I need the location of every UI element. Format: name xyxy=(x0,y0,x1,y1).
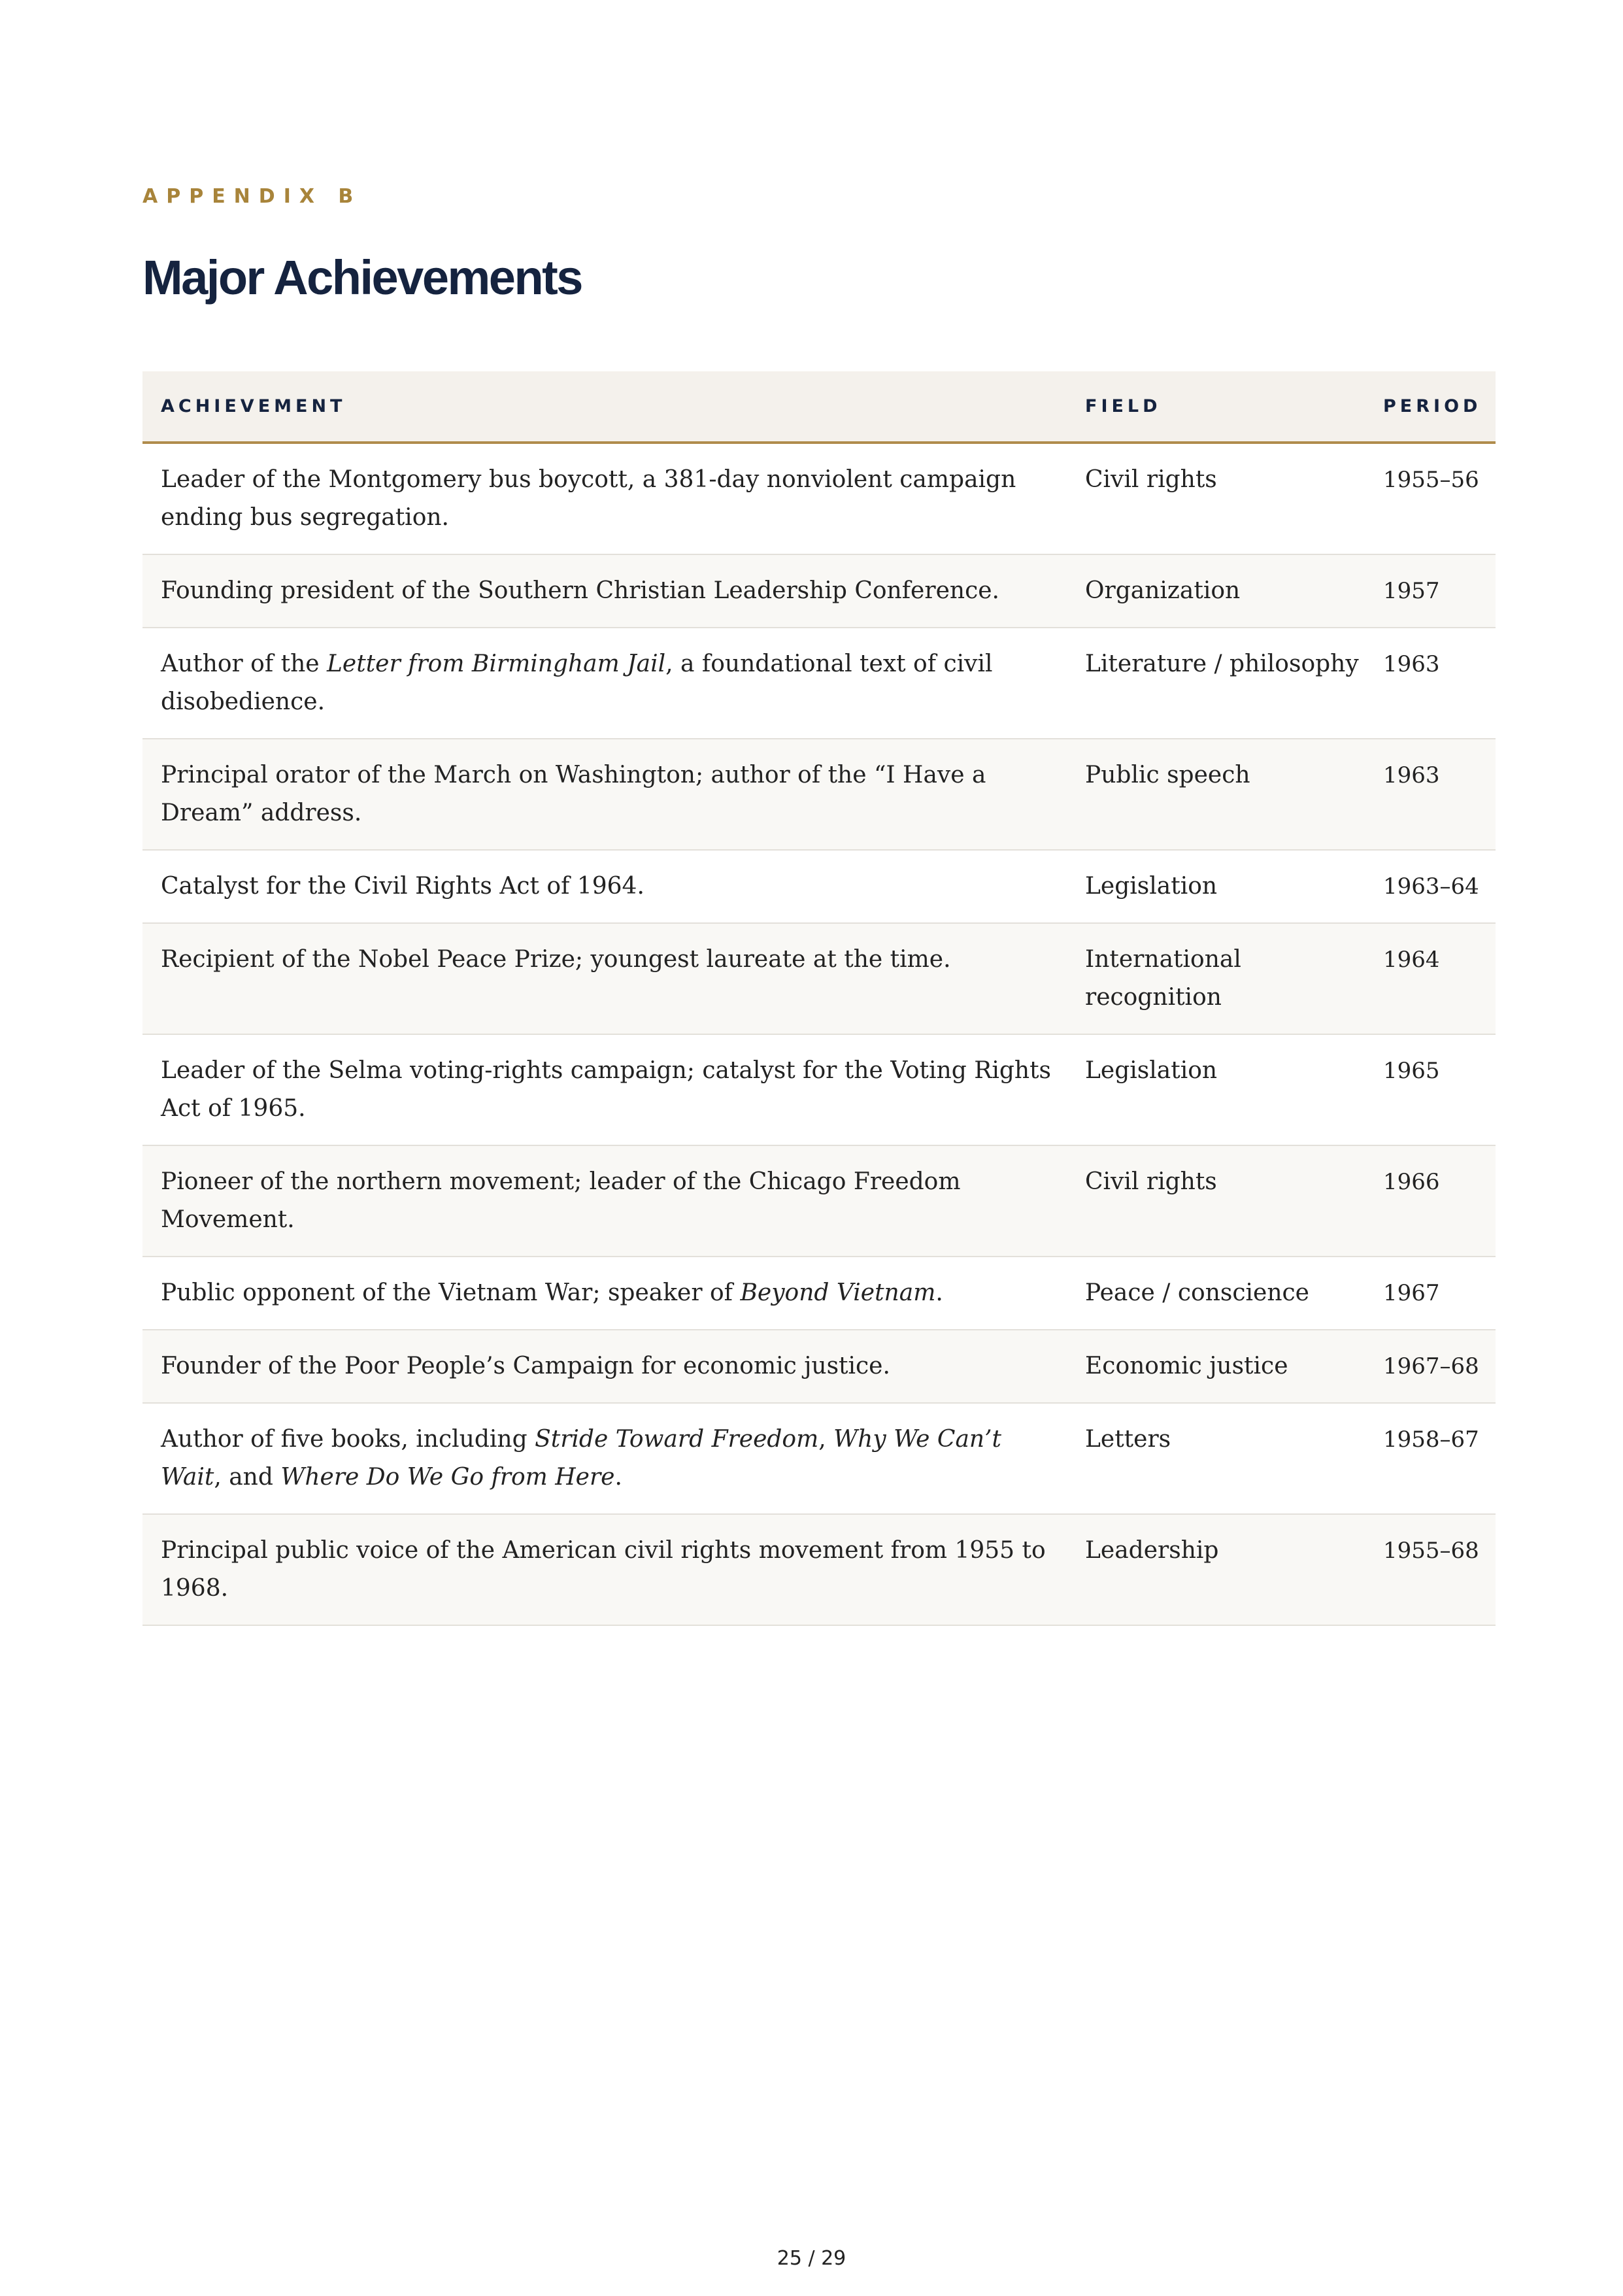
field-cell: Economic justice xyxy=(1067,1330,1365,1403)
achievement-title-italic: Where Do We Go from Here xyxy=(280,1464,615,1491)
achievement-text: Public opponent of the Vietnam War; speaker of xyxy=(161,1279,741,1306)
table-header-row xyxy=(142,371,1496,443)
period-cell: 1967–68 xyxy=(1365,1330,1496,1403)
period-cell: 1963 xyxy=(1365,628,1496,739)
page-title: Major Achievements xyxy=(142,250,582,305)
table-row xyxy=(142,850,1496,923)
achievement-text: Author of the xyxy=(161,650,327,677)
page-number: 25 / 29 xyxy=(777,2247,846,2270)
achievements-table xyxy=(142,371,1496,1626)
table-row xyxy=(142,1145,1496,1257)
field-cell: International recognition xyxy=(1067,923,1365,1034)
achievement-title-italic: Beyond Vietnam xyxy=(740,1279,936,1306)
achievement-cell xyxy=(142,1330,1067,1403)
achievement-cell xyxy=(142,1257,1067,1330)
field-cell: Legislation xyxy=(1067,850,1365,923)
column-header-achievement: ACHIEVEMENT xyxy=(142,371,1067,443)
achievement-cell xyxy=(142,739,1067,850)
achievement-cell xyxy=(142,923,1067,1034)
period-cell: 1963 xyxy=(1365,739,1496,850)
table-row xyxy=(142,443,1496,554)
field-cell: Letters xyxy=(1067,1403,1365,1514)
achievement-cell xyxy=(142,554,1067,628)
period-cell: 1955–56 xyxy=(1365,443,1496,554)
field-cell: Civil rights xyxy=(1067,443,1365,554)
achievement-text: Catalyst for the Civil Rights Act of 1964. xyxy=(161,873,644,900)
achievement-text: , xyxy=(818,1426,834,1453)
field-cell: Leadership xyxy=(1067,1514,1365,1625)
achievement-title-italic: Why We Can’t Wait xyxy=(161,1426,1002,1491)
field-cell: Public speech xyxy=(1067,739,1365,850)
period-cell: 1967 xyxy=(1365,1257,1496,1330)
achievement-text: Author of five books, including xyxy=(161,1426,535,1453)
achievement-text: Founding president of the Southern Christian Leadership Conference. xyxy=(161,577,999,604)
period-cell: 1958–67 xyxy=(1365,1403,1496,1514)
achievement-text: . xyxy=(935,1279,943,1306)
achievement-cell xyxy=(142,1034,1067,1145)
achievement-text: Pioneer of the northern movement; leader of the Chicago Freedom Movement. xyxy=(161,1168,961,1233)
achievement-text: Principal public voice of the American civil rights movement from 1955 to 1968. xyxy=(161,1537,1046,1602)
field-cell: Literature / philosophy xyxy=(1067,628,1365,739)
table-row xyxy=(142,628,1496,739)
period-cell: 1955–68 xyxy=(1365,1514,1496,1625)
achievement-text: Leader of the Selma voting-rights campaign; catalyst for the Voting Rights Act of 1965. xyxy=(161,1057,1052,1122)
period-cell: 1963–64 xyxy=(1365,850,1496,923)
table-row xyxy=(142,1034,1496,1145)
achievement-text: Leader of the Montgomery bus boycott, a 381-day nonviolent campaign ending bus segregation. xyxy=(161,466,1016,531)
achievement-text: , and xyxy=(214,1464,281,1491)
achievement-cell xyxy=(142,1145,1067,1257)
field-cell: Civil rights xyxy=(1067,1145,1365,1257)
table-row xyxy=(142,739,1496,850)
column-header-field: FIELD xyxy=(1067,371,1365,443)
period-cell: 1964 xyxy=(1365,923,1496,1034)
achievement-cell xyxy=(142,443,1067,554)
achievement-title-italic: Stride Toward Freedom xyxy=(535,1426,819,1453)
achievement-text: Principal orator of the March on Washington; author of the “I Have a Dream” address. xyxy=(161,762,986,826)
period-cell: 1965 xyxy=(1365,1034,1496,1145)
period-cell: 1966 xyxy=(1365,1145,1496,1257)
achievement-cell xyxy=(142,628,1067,739)
achievement-cell xyxy=(142,1514,1067,1625)
table-row xyxy=(142,1403,1496,1514)
table-row xyxy=(142,1514,1496,1625)
table-row xyxy=(142,923,1496,1034)
achievement-text: Founder of the Poor People’s Campaign for economic justice. xyxy=(161,1353,890,1379)
achievement-cell xyxy=(142,1403,1067,1514)
table-row xyxy=(142,1330,1496,1403)
achievement-title-italic: Letter from Birmingham Jail xyxy=(327,650,666,677)
field-cell: Organization xyxy=(1067,554,1365,628)
column-header-period: PERIOD xyxy=(1365,371,1496,443)
period-cell: 1957 xyxy=(1365,554,1496,628)
achievement-text: , a foundational text of civil disobedience. xyxy=(161,650,993,715)
table-row xyxy=(142,1257,1496,1330)
field-cell: Legislation xyxy=(1067,1034,1365,1145)
table-row xyxy=(142,554,1496,628)
achievement-cell xyxy=(142,850,1067,923)
field-cell: Peace / conscience xyxy=(1067,1257,1365,1330)
achievement-text: . xyxy=(614,1464,622,1491)
appendix-label: APPENDIX B xyxy=(142,185,362,208)
achievement-text: Recipient of the Nobel Peace Prize; youngest laureate at the time. xyxy=(161,946,951,973)
table-body xyxy=(142,443,1496,1625)
